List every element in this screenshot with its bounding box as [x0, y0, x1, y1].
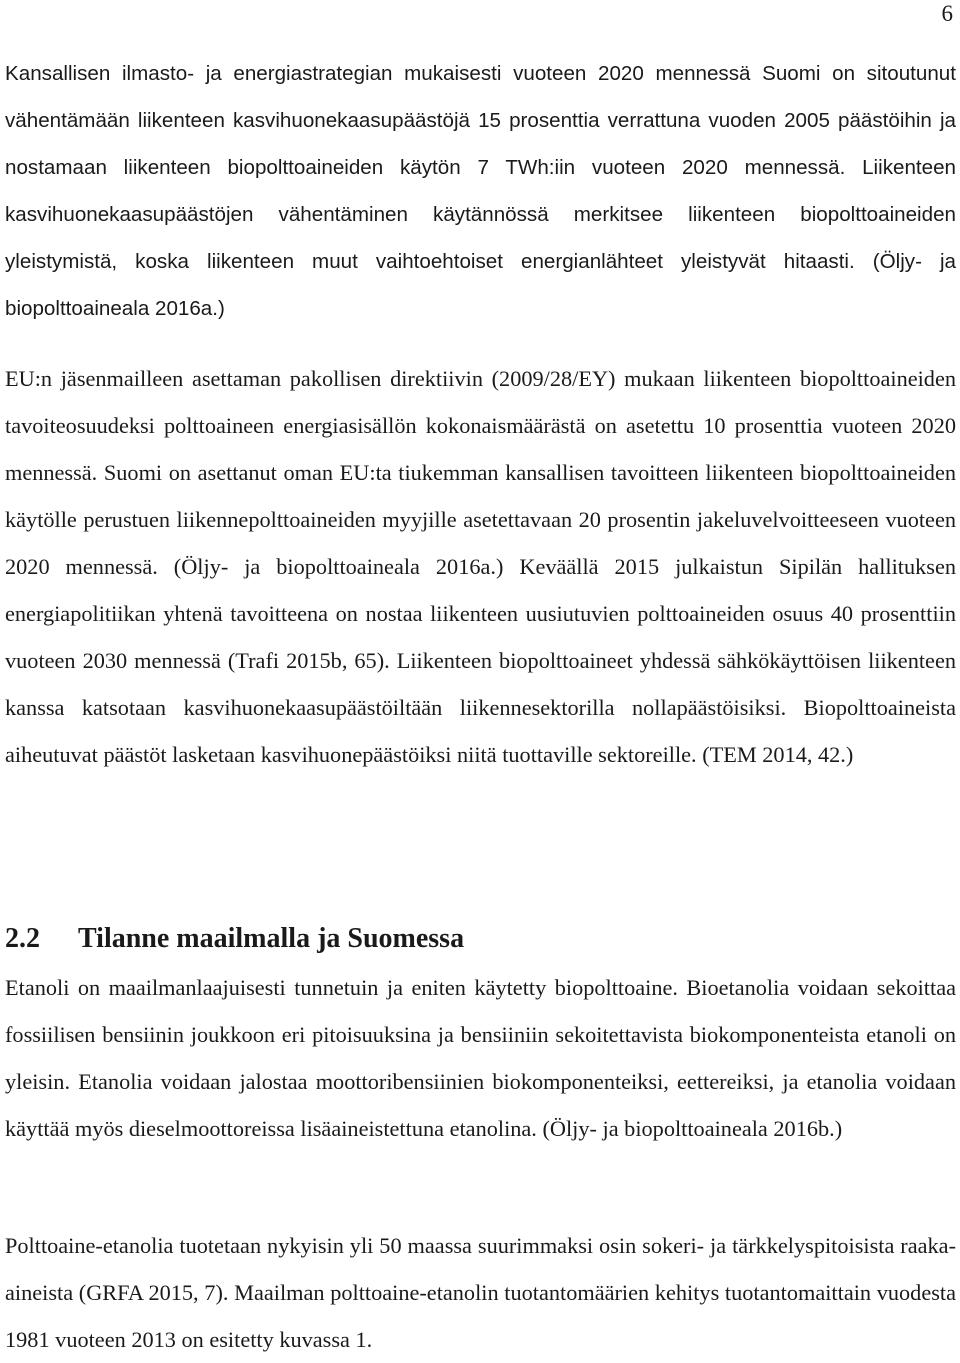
section-heading [5, 916, 464, 962]
page-number: 6 [941, 1, 953, 26]
paragraph-climate-strategy: Kansallisen ilmasto- ja energiastrategian mukaisesti vuoteen 2020 mennessä Suomi on sitoutunut vähentämään liikenteen kasvihuonekaasupäästöjä 15 prosenttia verrattuna vuoden 2005 päästöihin ja nostamaan liikenteen biopolttoaineiden käytön 7 TWh:iin vuoteen 2020 mennessä. Liikenteen kasvihuonekaasupäästöjen vähentäminen käytännössä merkitsee liikenteen biopolttoaineiden yleistymistä, koska liikenteen muut vaihtoehtoiset energianlähteet yleistyvät hitaasti. (Öljy- ja biopolttoaineala 2016a.) [5, 62, 956, 320]
paragraph-ethanol: Etanoli on maailmanlaajuisesti tunnetuin ja eniten käytetty biopolttoaine. Bioetanolia voidaan sekoittaa fossiilisen bensiinin joukkoon eri pitoisuuksina ja bensiiniin sekoitettavista biokomponenteista etanoli on yleisin. Etanolia voidaan jalostaa moottoribensiinien biokomponenteiksi, eettereiksi, ja etanolia voidaan käyttää myös dieselmoottoreissa lisäaineistettuna etanolina. (Öljy- ja biopolttoaineala 2016b.) [5, 975, 956, 1141]
section-title: Tilanne maailmalla ja Suomessa [78, 923, 465, 954]
paragraph-eu-directive: EU:n jäsenmailleen asettaman pakollisen direktiivin (2009/28/EY) mukaan liikenteen biopolttoaineiden tavoiteosuudeksi polttoaineen energiasisällön kokonaismäärästä on asetettu 10 prosenttia vuoteen 2020 mennessä. Suomi on asettanut oman EU:ta tiukemman kansallisen tavoitteen liikenteen biopolttoaineiden käytölle perustuen liikennepolttoaineiden myyjille asetettavaan 20 prosentin jakeluvelvoitteeseen vuoteen 2020 mennessä. (Öljy- ja biopolttoaineala 2016a.) Keväällä 2015 julkaistun Sipilän hallituksen energiapolitiikan yhtenä tavoitteena on nostaa liikenteen uusiutuvien polttoaineiden osuus 40 prosenttiin vuoteen 2030 mennessä (Trafi 2015b, 65). Liikenteen biopolttoaineet yhdessä sähkökäyttöisen liikenteen kanssa katsotaan kasvihuonekaasupäästöiltään liikennesektorilla nollapäästöisiksi. Biopolttoaineista aiheutuvat päästöt lasketaan kasvihuonepäästöiksi niitä tuottaville sektoreille. (TEM 2014, 42.) [5, 366, 956, 767]
section-number: 2.2 [5, 923, 40, 954]
paragraph-fuel-ethanol-production: Polttoaine-etanolia tuotetaan nykyisin yli 50 maassa suurimmaksi osin sokeri- ja tärkkelyspitoisista raaka-aineista (GRFA 2015, 7). Maailman polttoaine-etanolin tuotantomäärien kehitys tuotantomaittain vuodesta 1981 vuoteen 2013 on esitetty kuvassa 1. [5, 1233, 956, 1352]
